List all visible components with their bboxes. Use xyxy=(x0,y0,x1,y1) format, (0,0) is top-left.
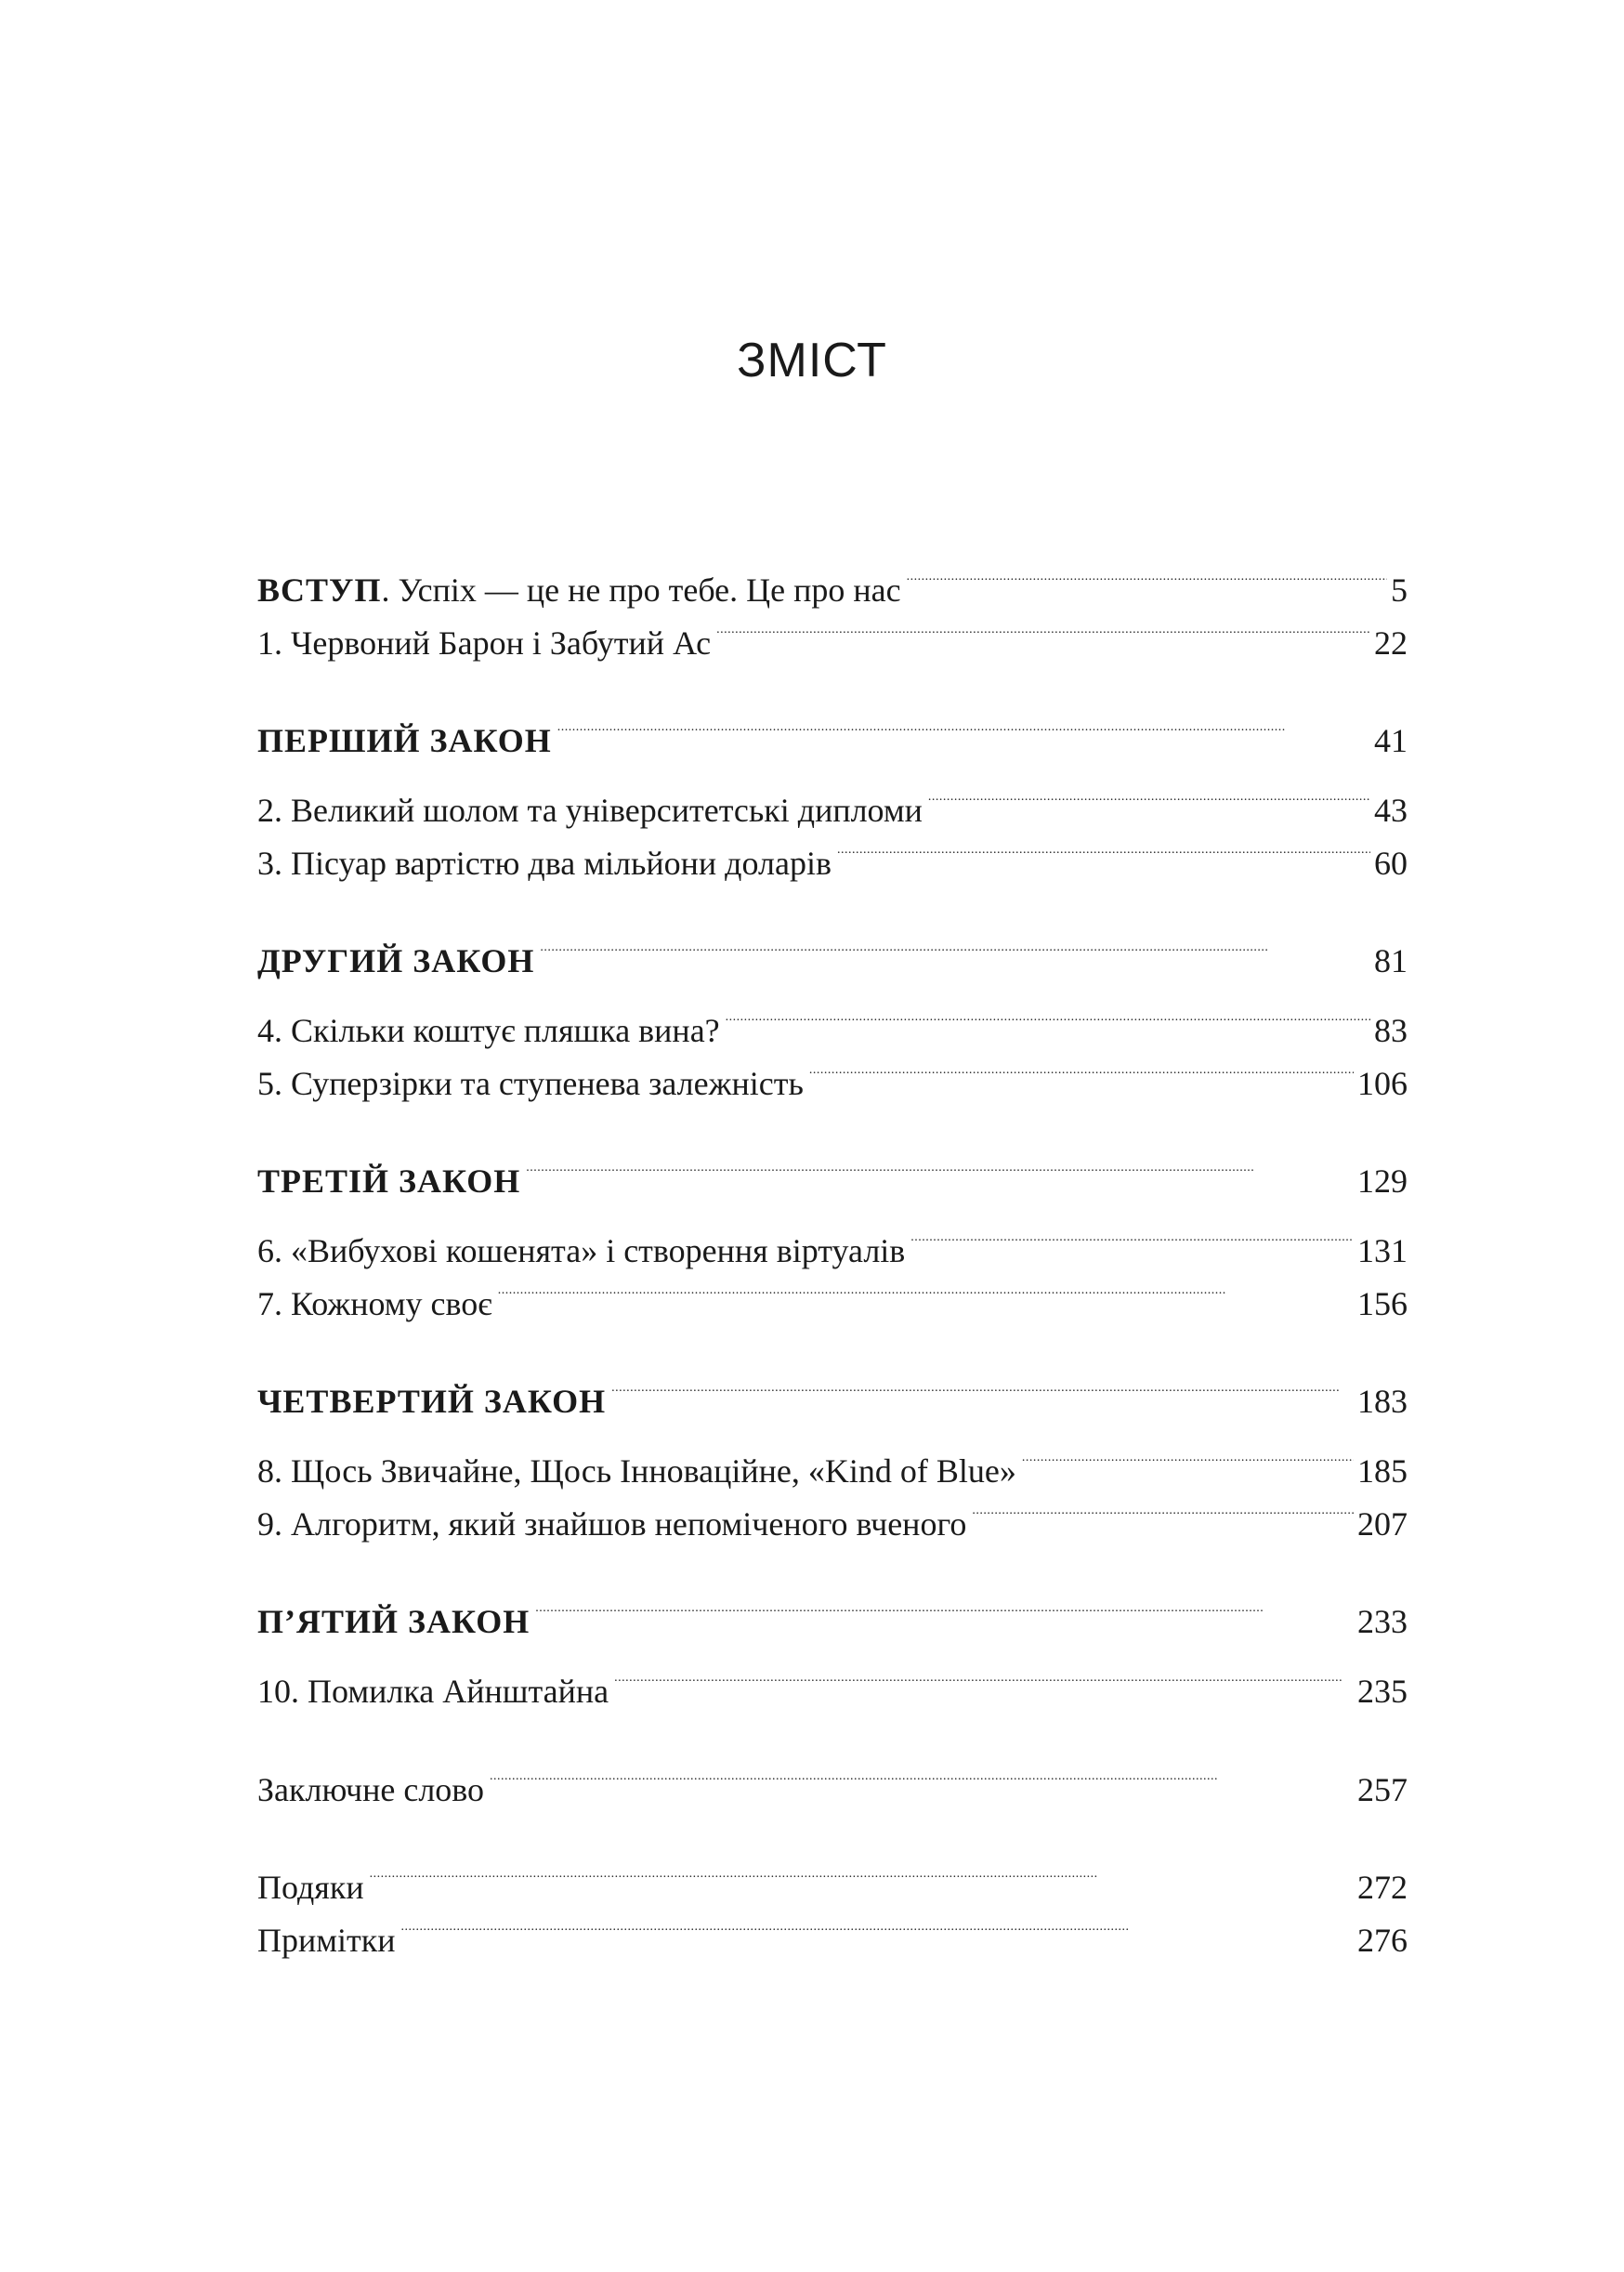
toc-entry-page: 235 xyxy=(1357,1673,1408,1710)
toc-entry-title: Примітки xyxy=(257,1922,396,1959)
toc-entry-page: 272 xyxy=(1357,1869,1408,1906)
toc-entry-page: 207 xyxy=(1357,1505,1408,1543)
toc-entry-intro[interactable] xyxy=(257,553,1408,609)
toc-entry-bold: ПЕРШИЙ ЗАКОН xyxy=(257,722,552,759)
toc-entry-title: 2. Великий шолом та університетські дипломи xyxy=(257,792,923,829)
dot-leader xyxy=(370,1850,1354,1898)
toc-entry-page: 41 xyxy=(1374,722,1408,759)
dot-leader xyxy=(716,606,1370,654)
toc-entry-law-2[interactable] xyxy=(257,924,1408,979)
toc-entry-law-5[interactable] xyxy=(257,1584,1408,1640)
toc-entry-page: 106 xyxy=(1357,1065,1408,1102)
toc-entry-title: 10. Помилка Айнштайна xyxy=(257,1673,609,1710)
dot-leader xyxy=(401,1903,1354,1951)
dot-leader xyxy=(611,1364,1354,1412)
toc-entry-title: 6. «Вибухові кошенята» і створення віртуалів xyxy=(257,1232,906,1269)
dot-leader xyxy=(535,1584,1354,1633)
dot-leader xyxy=(540,924,1370,972)
toc-entry-page: 257 xyxy=(1357,1771,1408,1808)
toc-entry-chapter-5[interactable] xyxy=(257,1046,1408,1102)
toc-entry-bold: ЧЕТВЕРТИЙ ЗАКОН xyxy=(257,1383,607,1420)
toc-entry-law-1[interactable] xyxy=(257,703,1408,759)
toc-entry-acknowledgements[interactable] xyxy=(257,1850,1408,1906)
dot-leader xyxy=(526,1144,1354,1192)
dot-leader xyxy=(1022,1434,1354,1482)
toc-entry-page: 22 xyxy=(1374,624,1408,662)
toc-entry-chapter-1[interactable] xyxy=(257,606,1408,662)
toc-entry-page: 81 xyxy=(1374,942,1408,979)
toc-entry-title: Заключне слово xyxy=(257,1771,485,1808)
toc-entry-bold: ТРЕТІЙ ЗАКОН xyxy=(257,1162,521,1200)
page-title: ЗМІСТ xyxy=(737,334,887,387)
toc-entry-page: 276 xyxy=(1357,1922,1408,1959)
toc-entry-title: 5. Суперзірки та ступенева залежність xyxy=(257,1065,804,1102)
toc-entry-title: 8. Щось Звичайне, Щось Інноваційне, «Kind of Blue» xyxy=(257,1452,1016,1490)
toc-entry-chapter-10[interactable] xyxy=(257,1654,1408,1710)
dot-leader xyxy=(490,1753,1354,1801)
toc-entry-page: 5 xyxy=(1391,571,1408,609)
dot-leader xyxy=(910,1214,1354,1262)
toc-entry-afterword[interactable] xyxy=(257,1753,1408,1808)
dot-leader xyxy=(614,1654,1354,1702)
toc-entry-page: 83 xyxy=(1374,1012,1408,1049)
toc-entry-chapter-2[interactable] xyxy=(257,773,1408,829)
toc-entry-chapter-8[interactable] xyxy=(257,1434,1408,1490)
toc-entry-chapter-9[interactable] xyxy=(257,1487,1408,1543)
dot-leader xyxy=(726,993,1370,1042)
toc-entry-page: 131 xyxy=(1357,1232,1408,1269)
toc-entry-page: 156 xyxy=(1357,1285,1408,1322)
dot-leader xyxy=(498,1267,1354,1315)
toc-entry-page: 183 xyxy=(1357,1383,1408,1420)
toc-entry-title: 7. Кожному своє xyxy=(257,1285,492,1322)
toc-entry-title: 4. Скільки коштує пляшка вина? xyxy=(257,1012,720,1049)
toc-entry-bold: ВСТУП xyxy=(257,571,382,609)
toc-entry-page: 185 xyxy=(1357,1452,1408,1490)
toc-entry-law-4[interactable] xyxy=(257,1364,1408,1420)
toc-entry-chapter-3[interactable] xyxy=(257,826,1408,882)
toc-entry-title: 1. Червоний Барон і Забутий Ас xyxy=(257,624,712,662)
toc-entry-page: 43 xyxy=(1374,792,1408,829)
toc-entry-law-3[interactable] xyxy=(257,1144,1408,1200)
toc-entry-bold: ДРУГИЙ ЗАКОН xyxy=(257,942,535,979)
toc-entry-title: 3. Пісуар вартістю два мільйони доларів xyxy=(257,845,832,882)
toc-entry-chapter-7[interactable] xyxy=(257,1267,1408,1322)
dot-leader xyxy=(972,1487,1354,1535)
toc-entry-chapter-6[interactable] xyxy=(257,1214,1408,1269)
toc-entry-page: 233 xyxy=(1357,1603,1408,1640)
toc-entry-chapter-4[interactable] xyxy=(257,993,1408,1049)
toc-entry-page: 129 xyxy=(1357,1162,1408,1200)
dot-leader xyxy=(557,703,1370,752)
dot-leader xyxy=(837,826,1370,874)
dot-leader xyxy=(907,553,1387,601)
toc-entry-title: . Успіх — це не про тебе. Це про нас xyxy=(381,571,901,609)
toc-entry-notes[interactable] xyxy=(257,1903,1408,1959)
toc-entry-bold: П’ЯТИЙ ЗАКОН xyxy=(257,1603,530,1640)
toc-entry-title: Подяки xyxy=(257,1869,364,1906)
toc-entry-title: 9. Алгоритм, який знайшов непоміченого вченого xyxy=(257,1505,967,1543)
toc-entry-page: 60 xyxy=(1374,845,1408,882)
dot-leader xyxy=(809,1046,1354,1095)
dot-leader xyxy=(928,773,1370,821)
